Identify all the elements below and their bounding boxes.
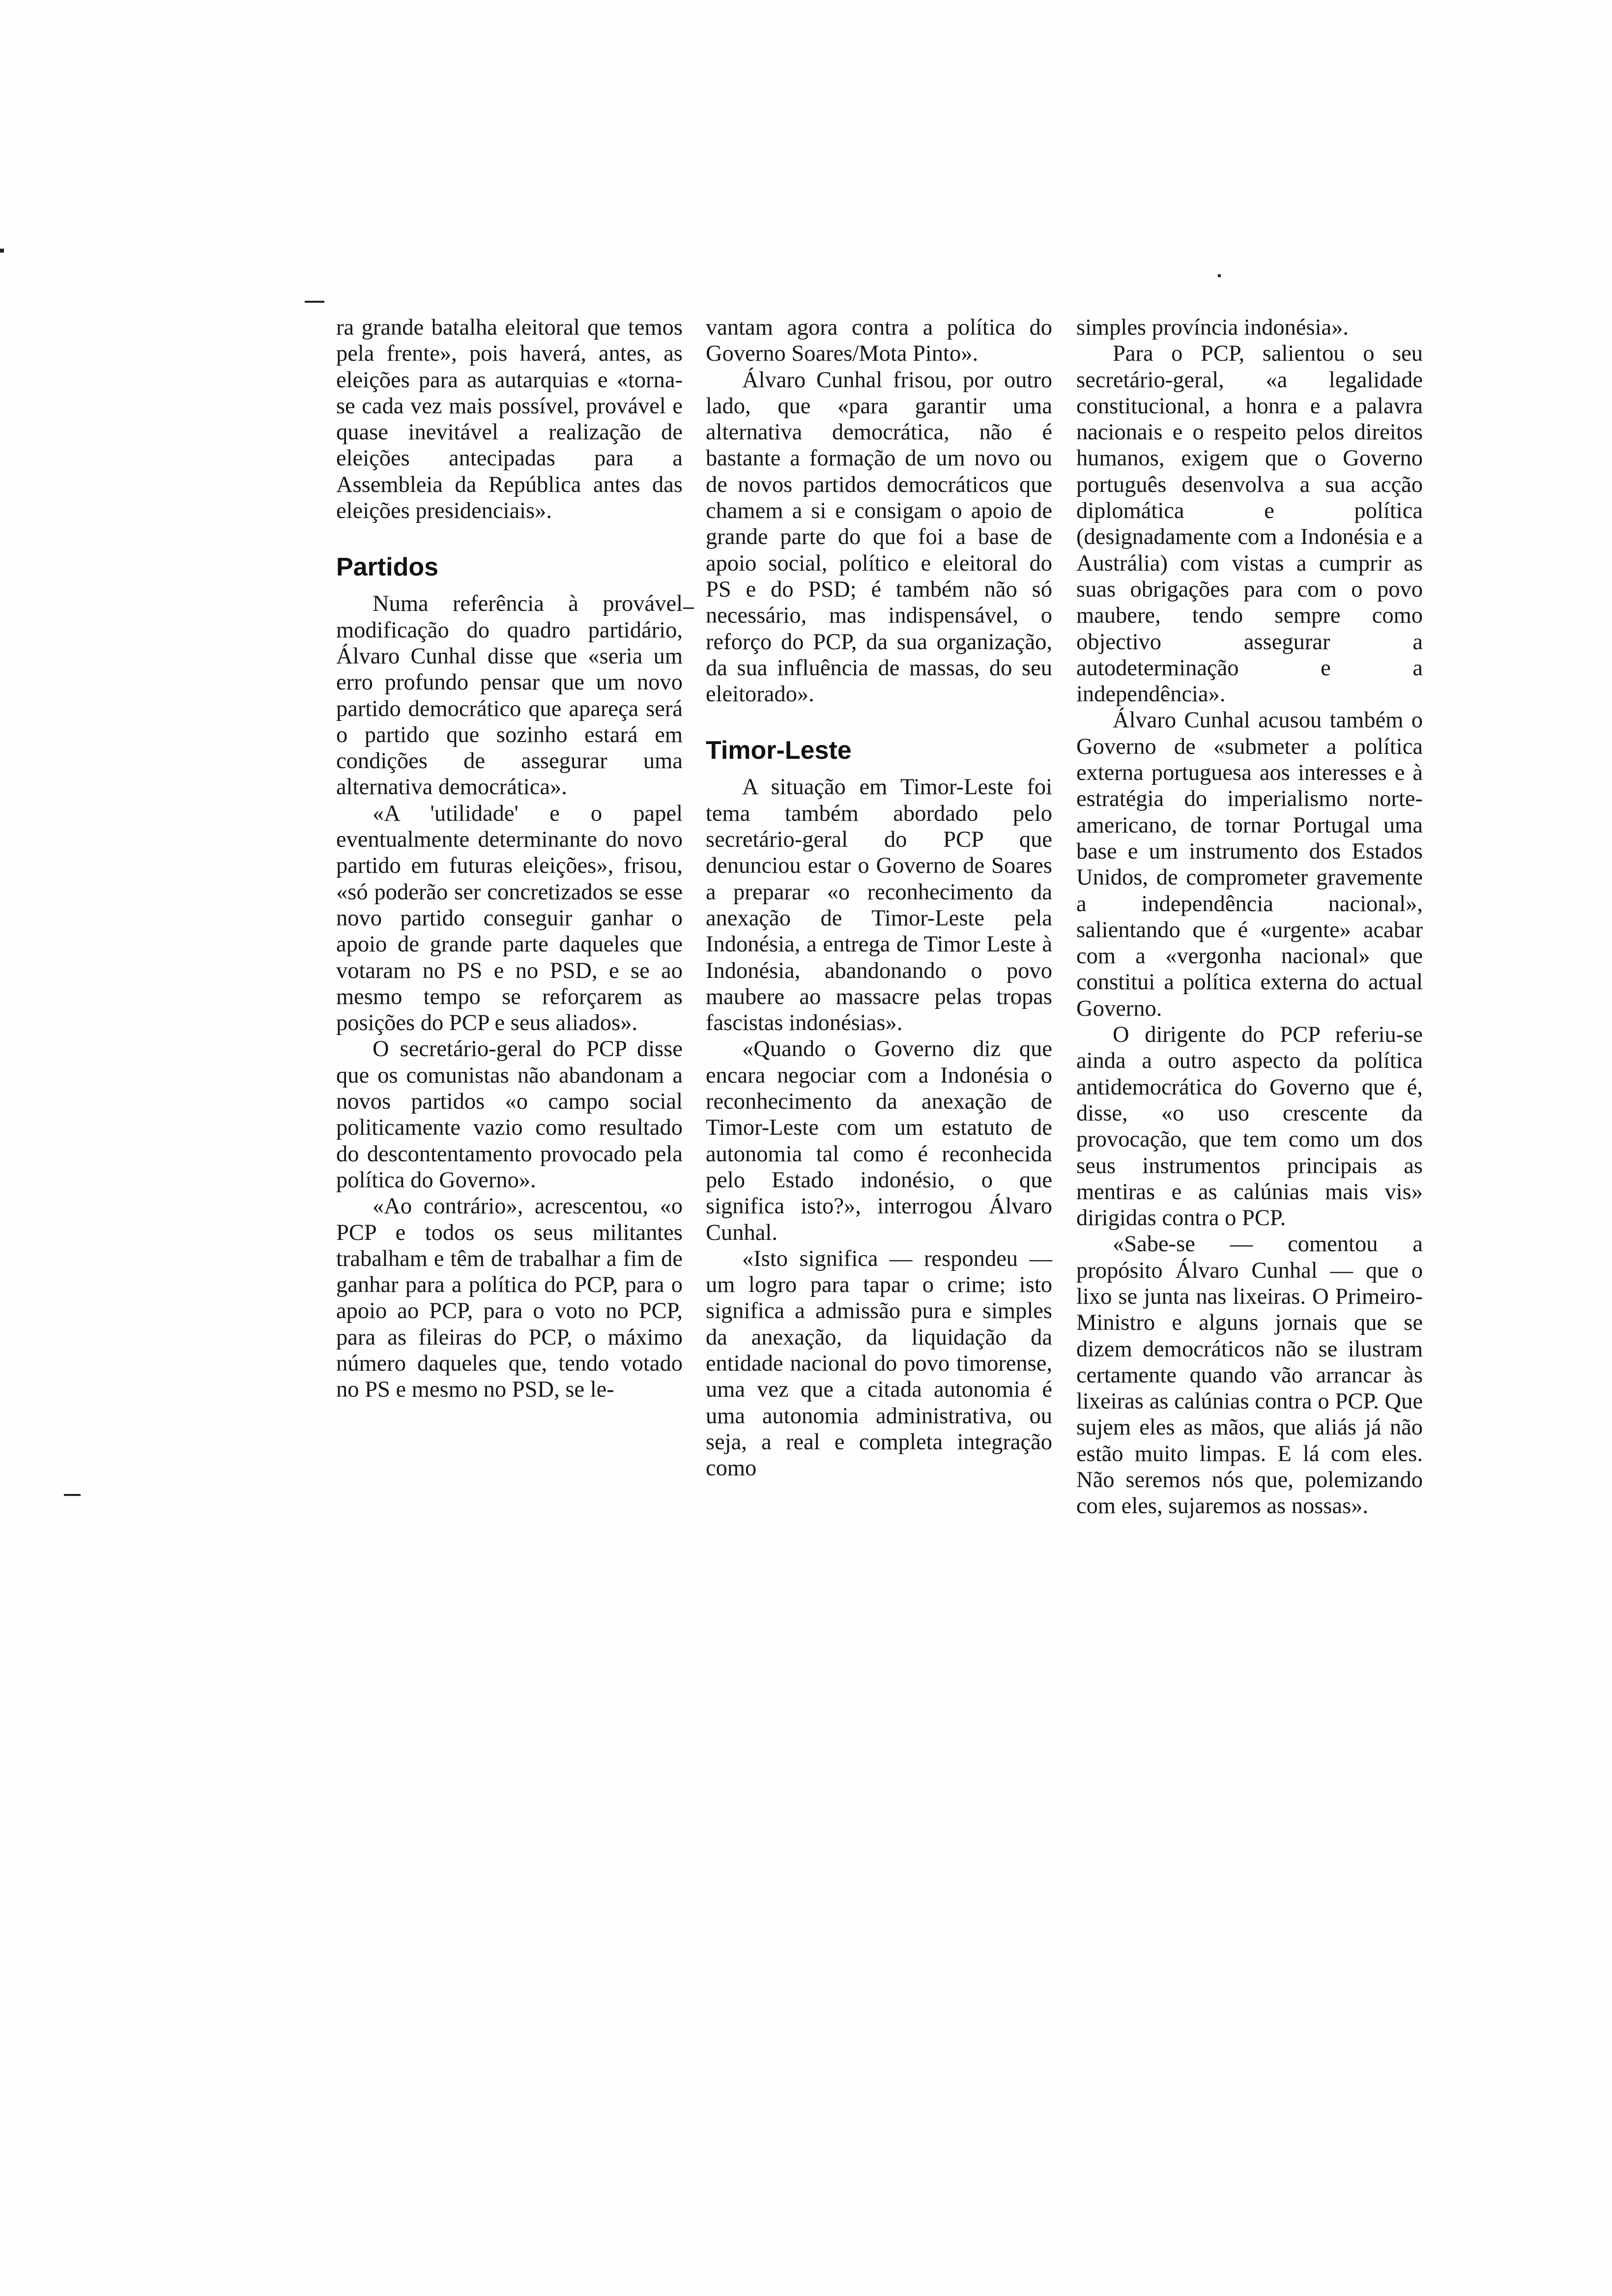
- paragraph: ra grande batalha eleitoral que temos pela frente», pois haverá, antes, as eleições para as autarquias e «torna-se cada vez mais possível, provável e quase inevitável a realização de eleições antecipadas para a Assembleia da República antes das eleições presidenciais».: [336, 315, 683, 524]
- article-column-1: [336, 315, 683, 1403]
- article-column-2: [706, 315, 1052, 1481]
- paragraph: «Quando o Governo diz que encara negociar com a Indonésia o reconhecimento da anexação de Timor-Leste com um estatuto de autonomia tal como é reconhecida pelo Estado indonésio, o que significa isto?», interrogou Álvaro Cunhal.: [706, 1036, 1052, 1245]
- scan-mark: [305, 301, 324, 303]
- paragraph: O dirigente do PCP referiu-se ainda a outro aspecto da política antidemocrática do Governo que é, disse, «o uso crescente da provocação, que tem como um dos seus instrumentos principais as mentiras e as calúnias mais vis» dirigidas contra o PCP.: [1076, 1022, 1423, 1231]
- paragraph: A situação em Timor-Leste foi tema também abordado pelo secretário-geral do PCP que denunciou estar o Governo de Soares a preparar «o reconhecimento da anexação de Timor-Leste pela Indonésia, a entrega de Timor Leste à Indonésia, abandonando o povo maubere ao massacre pelas tropas fascistas indonésias».: [706, 775, 1052, 1036]
- scan-mark: [683, 607, 694, 609]
- paragraph: O secretário-geral do PCP disse que os comunistas não abandonam a novos partidos «o campo social politicamente vazio como resultado do descontentamento provocado pela política do Governo».: [336, 1036, 683, 1193]
- paragraph: «A 'utilidade' e o papel eventualmente determinante do novo partido em futuras eleições», frisou, «só poderão ser concretizados se esse novo partido conseguir ganhar o apoio de grande parte daqueles que votaram no PS e no PSD, e se ao mesmo tempo se reforçarem as posições do PCP e seus aliados».: [336, 801, 683, 1036]
- scan-mark: [64, 1494, 81, 1496]
- paragraph: Álvaro Cunhal acusou também o Governo de «submeter a política externa portuguesa aos interesses e à estratégia do imperialismo norte-americano, de tornar Portugal uma base e um instrumento dos Estados Unidos, de comprometer gravemente a independência nacional», salientando que é «urgente» acabar com a «vergonha nacional» que constitui a política externa do actual Governo.: [1076, 708, 1423, 1021]
- scan-mark: [1218, 274, 1221, 277]
- paragraph: Álvaro Cunhal frisou, por outro lado, que «para garantir uma alternativa democrática, não é bastante a formação de um novo ou de novos partidos democráticos que chamem a si e consigam o apoio de grande parte do que foi a base de apoio social, político e eleitoral do PS e do PSD; é também não só necessário, mas indispensável, o reforço do PCP, da sua organização, da sua influência de massas, do seu eleitorado».: [706, 367, 1052, 707]
- paragraph: simples província indonésia».: [1076, 315, 1349, 340]
- paragraph: «Isto significa — respondeu — um logro para tapar o crime; isto significa a admissão pura e simples da anexação, da liquidação da entidade nacional do povo timorense, uma vez que a citada autonomia é uma autonomia administrativa, ou seja, a real e completa integração como: [706, 1246, 1052, 1481]
- paragraph: Para o PCP, salientou o seu secretário-geral, «a legalidade constitucional, a honra e a palavra nacionais e o respeito pelos direitos humanos, exigem que o Governo português desenvolva a sua acção diplomática e política (designadamente com a Indonésia e a Austrália) com vistas a cumprir as suas obrigações para com o povo maubere, tendo sempre como objectivo assegurar a autodeterminação e a independência».: [1076, 341, 1423, 707]
- article-column-3: [1076, 315, 1423, 1520]
- paragraph: vantam agora contra a política do Governo Soares/Mota Pinto».: [706, 315, 1052, 367]
- section-heading-timor-leste: Timor-Leste: [706, 736, 852, 765]
- paragraph: Numa referência à provável modificação do quadro partidário, Álvaro Cunhal disse que «seria um erro profundo pensar que um novo partido democrático que apareça será o partido que sozinho estará em condições de assegurar uma alternativa democrática».: [336, 591, 683, 800]
- scan-mark: [0, 249, 4, 253]
- paragraph: «Ao contrário», acrescentou, «o PCP e todos os seus militantes trabalham e têm de trabalhar a fim de ganhar para a política do PCP, para o apoio ao PCP, para o voto no PCP, para as fileiras do PCP, o máximo número daqueles que, tendo votado no PS e mesmo no PSD, se le-: [336, 1194, 683, 1403]
- paragraph: «Sabe-se — comentou a propósito Álvaro Cunhal — que o lixo se junta nas lixeiras. O Primeiro-Ministro e alguns jornais que se dizem democráticos não se ilustram certamente quando vão arrancar às lixeiras as calúnias contra o PCP. Que sujem eles as mãos, que aliás já não estão muito limpas. E lá com eles. Não seremos nós que, polemizando com eles, sujaremos as nossas».: [1076, 1232, 1423, 1519]
- section-heading-partidos: Partidos: [336, 553, 439, 582]
